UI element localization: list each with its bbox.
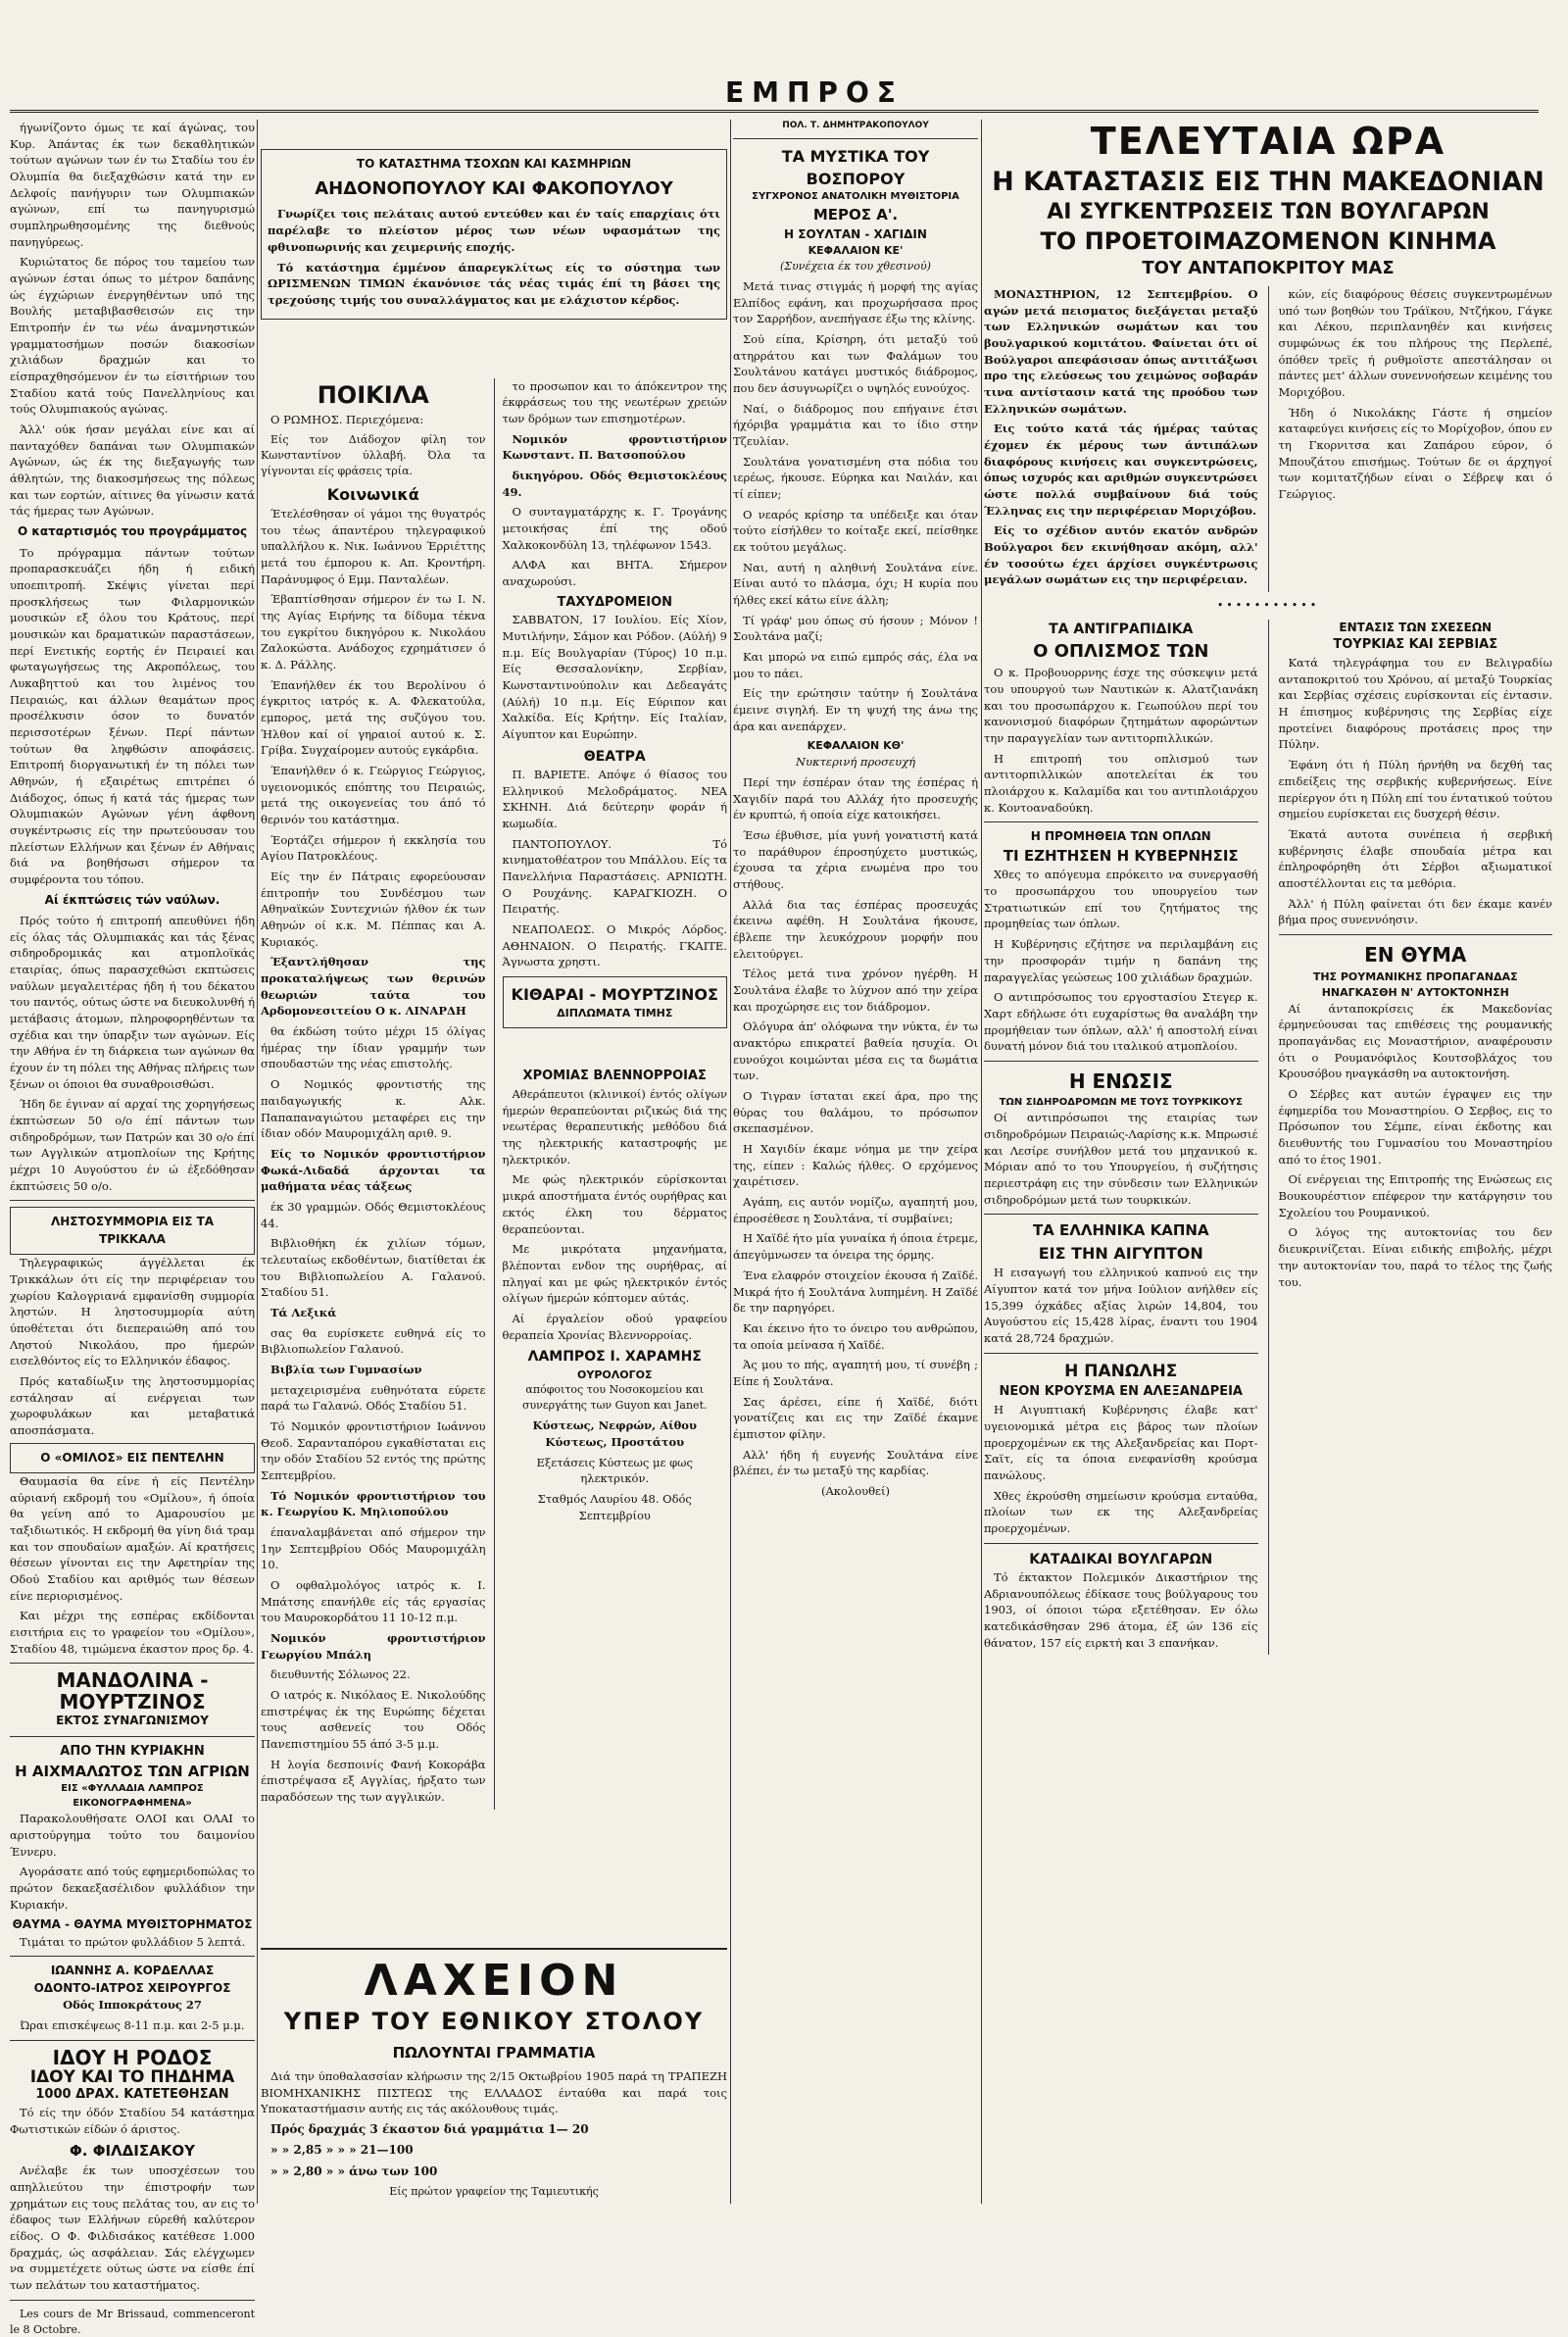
serial-text: Ναί, ο διάδρομος που επήγαινε έτσι ήχόριβα γραμμάτια και το ίδιο στην Τζευλίαν. xyxy=(733,401,978,448)
lead-article-left xyxy=(984,286,1258,592)
section-heading: ΤΑ ΑΝΤΙΓΡΑΠΙΔΙΚΑ xyxy=(1049,621,1194,637)
ad-heading: Η ΑΙΧΜΑΛΩΤΟΣ ΤΩΝ ΑΓΡΙΩΝ xyxy=(15,1762,250,1780)
news-columns xyxy=(984,620,1552,1655)
lead-article-right xyxy=(1268,286,1553,592)
spacer xyxy=(261,320,727,378)
ad-text: Γνωρίζει τοις πελάταις αυτού εντεύθεν και έν ταίς επαρχίαις ότι παρέλαβε το πλείστον μέρος των νέων υφασμάτων της φθινοπωρινής και χειμερινής εποχής. xyxy=(268,207,720,254)
article-text: Θαυμασία θα είνε ή είς Πεντέλην αύριανή εκδρομή του «Ομίλου», ή όποία θα γείνη από το Αμαρουσίου με ταξιδιωτικός. Η εκδρομή θα γίνη διά τραμ και τον σπουδαίων αμαξών. Αί κρατήσεις θέσεων γίνονται εις την Αφετηρίαν της Οδού Σταδίου και αριθμός των θέσεων είνε περιορισμένος. xyxy=(10,1474,255,1603)
ad-text: Σταθμός Λαυρίου 48. Οδός Σεπτεμβρίου xyxy=(537,1492,692,1522)
serial-text: Ο Τιγραν ίσταται εκεί άρα, προ της θύρας του θαλάμου, το πρόσωπον σκεπασμένον. xyxy=(733,1089,978,1136)
section-heading: ΕΝ ΘΥΜΑ xyxy=(1364,942,1467,967)
ad-text: Ανέλαβε έκ των υποσχέσεων του απηλλιεύτου την έπιστροφήν των χρημάτων εις τους πελάτας του, αν εις το έδαφος των Ελλήνων εύρεθή καλύτερον είδος. Ο Φ. Φιλδισάκος κατέθεσε 1.000 δραχμάς, ώς ασφάλειαν. Σάς ελέγχωμεν να συμμετέχετε ούτως ώστε να είσθε έπί των πελάτων του καταστήματος. xyxy=(10,2163,255,2292)
article-text: κών, είς διαφόρους θέσεις συγκεντρωμένων υπό των βοηθών του Τράϊκου, Ντζήκου, Γάγκε και Λέκου, περιπλανηθέν και κινήσεις συμφώνως έκ του πλήρους της Περλεπέ, όπόθεν τρεϊς ή ρυθμοϊστε απεστάλησαν οι πάντες μετ' άλλων συνεννοήσεων κειμένης του Μοριχόβου. xyxy=(1278,286,1552,399)
news-item-heading: Τά Λεξικά xyxy=(270,1305,337,1319)
separator xyxy=(10,1736,255,1737)
serial-text: Τέλος μετά τινα χρόνον ηγέρθη. Η Σουλτάνα έλαβε το λύχνον από την χείρα και προχώρησε εις τον διάδρομον. xyxy=(733,967,978,1014)
ad-headline: ΑΗΔΟΝΟΠΟΥΛΟΥ ΚΑΙ ΦΑΚΟΠΟΥΛΟΥ xyxy=(315,178,673,200)
ad-text: Κύστεως, Νεφρών, Αίθου Κύστεως, Προστάτου xyxy=(532,1418,697,1449)
separator xyxy=(10,2040,255,2041)
ad-headline: ΚΙΘΑΡΑΙ - ΜΟΥΡΤΖΙΝΟΣ xyxy=(511,985,718,1005)
serial-text: Η Χαϊδέ ήτο μία γυναίκα ή όποια έτρεμε, άπεγύμνωσεν τα όνειρα της όρμης. xyxy=(733,1231,978,1263)
serial-text: Ολόγυρα άπ' ολόφωνα την νύκτα, έν τω ανακτόρω επικρατεί βαθεία ησυχία. Οι ευνούχοι κοιμώνται μέσα εις τα δωμάτια των. xyxy=(733,1019,978,1083)
main-headline: ΤΕΛΕΥΤΑΙΑ ΩΡΑ xyxy=(1090,120,1446,163)
ad-heading: ΙΩΑΝΝΗΣ Α. ΚΟΡΔΕΛΛΑΣ xyxy=(50,1964,215,1978)
ornament-divider: ••••••••••• xyxy=(1216,598,1320,612)
section-heading: ΕΙΣ ΤΗΝ ΑΙΓΥΠΤΟΝ xyxy=(1038,1244,1203,1264)
headline-box: Ο «ΟΜΙΛΟΣ» ΕΙΣ ΠΕΝΤΕΛΗΝ xyxy=(10,1443,255,1473)
separator xyxy=(10,2300,255,2301)
price-row: » » 2,85 » » » 21—100 xyxy=(270,2143,414,2158)
ad-text: Τό είς την όδόν Σταδίου 54 κατάστημα Φωτιστικών είδών ό άριστος. xyxy=(10,2106,255,2136)
news-item: ΣΑΒΒΑΤΟΝ, 17 Ιουλίου. Είς Χίον, Μυτιλήνην, Σάμον και Ρόδον. (Αύλή) 9 π.μ. Είς Βουλγαρίαν (Τύρος) 10 π.μ. Είς Θεσσαλονίκην, Σερβίαν, Κωνσταντινούπολιν και Δεδεαγάτς (Αύλή) 10 π.μ. Είς Εύριπον και Χαλκίδα. Είς Κρήτην. Είς Ιταλίαν, Αίγυπτον και Ευρώπην. xyxy=(502,613,727,742)
serial-text: Είς την ερώτησιν ταύτην ή Σουλτάνα έμεινε σιγηλή. Εν τη ψυχή της άνω της άρα και ανεπάρχεν. xyxy=(733,686,978,733)
article-text: Έκατά αυτοτα συνέπεια ή σερβική κυβέρνησις έλαβε σπουδαία μέτρα και έπληροφόρηθη ότι Σέρβοι αξιωματικοί αποστέλλονται εις τα μεθόρια. xyxy=(1278,826,1552,890)
ad-address: Οδός Ιπποκράτους 27 xyxy=(63,1998,202,2013)
column-1 xyxy=(10,120,255,2336)
article-text: Το πρόγραμμα πάντων τούτων προπαρασκευάζει ήδη ή ειδική υποεπιτροπή. Σκέψις γίνεται περί προσκλήσεως των Φιλαρμονικών μουσικών εξ όλου του Κράτους, περί μουσικών και δραματικών παραστάσεων, περί Ενετικής εορτής έν Πειραιεί και φωταγωγήσεως της Ακροπόλεως, του Λυκαβηττού και του λιμένος του Πειραιώς, και άλλων θεαμάτων προς προσέλκυσιν όσον το δυνατόν περισσοτέρων ξένων. Περί πάντων τούτων θα ληφθώσιν αποφάσεις. Επιτροπή διοργανωτική έν τη πόλει των Αθηνών, ή εξαιρέτως επιτρέπει ό Διάδοχος, όπως ή κατά τάς ήμερας των Ολυμπιακών Αγώνων γένη άφθονη συγκέντρωσις είς την πρωτεύουσαν του πλείστων Ελλήνων και ξένων έν Αθήναις διά να βοηθήσωσι σήμερον τα συμφέροντα του τόπου. xyxy=(10,545,255,886)
chapter-heading: ΚΕΦΑΛΑΙΟΝ ΚΘ' xyxy=(807,739,905,753)
ad-text: Τό κατάστημα έμμένον άπαρεγκλίτως είς το σύστημα των ΩΡΙΣΜΕΝΩΝ ΤΙΜΩΝ έκανόνισε τάς νέας τιμάς έπί τη βάσει της τρεχούσης τιμής του συναλλάγματος και με ελάχιστον κέρδος. xyxy=(268,260,720,307)
section-heading: ΚΑΤΑΔΙΚΑΙ ΒΟΥΛΓΑΡΩΝ xyxy=(1029,1551,1213,1567)
serial-text: Σουλτάνα γονατισμένη στα πόδια του ιερέως, ήκουσε. Εύρηκα και Ναιλάν, και τί είπεν; xyxy=(733,454,978,501)
ad-headline: ΜΑΝΔΟΛΙΝΑ - ΜΟΥΡΤΖΙΝΟΣ xyxy=(56,1668,209,1715)
price-row: Πρός δραχμάς 3 έκαστον διά γραμμάτια 1— 20 xyxy=(270,2121,589,2136)
section-heading: Η ΠΡΟΜΗΘΕΙΑ ΤΩΝ ΟΠΛΩΝ xyxy=(1030,829,1211,844)
lottery-advertisement xyxy=(261,1948,727,2204)
news-item: δικηγόρου. Οδός Θεμιστοκλέους 49. xyxy=(502,468,727,499)
column-divider xyxy=(730,120,731,2204)
ad-text: Αγοράσατε από τούς εφημεριδοπώλας το πρώτον δεκαεξασέλιδον φυλλάδιον την Κυριακήν. xyxy=(10,1865,255,1912)
article-text: Είς το σχέδιον αυτόν εκατόν ανδρών Βούλγαροι δεν εκινήθησαν ακόμη, αλλ' έν τοσούτω έχει άρχίσει συγκέντρωσις μεγάλων σωμάτων εις την περιφέρειαν. xyxy=(984,523,1258,587)
section-heading: Αί έκπτώσεις τών ναύλων. xyxy=(44,892,220,907)
ad-subheading: ΟΥΡΟΛΟΓΟΣ xyxy=(577,1367,653,1381)
article-text: Και μέχρι της εσπέρας εκδίδονται εισιτήρια εις το γραφείον του «Ομίλου», Σταδίου 48, τιμώμενα έκαστον προς δρ. 4. xyxy=(10,1609,255,1656)
news-item: μεταχειρισμένα ευθηνότατα εύρετε παρά τω Γαλανώ. Οδός Σταδίου 51. xyxy=(261,1382,486,1414)
section-heading: ΤΟΥΡΚΙΑΣ ΚΑΙ ΣΕΡΒΙΑΣ xyxy=(1333,637,1498,653)
ad-text: Είς πρώτον γραφείον της Ταμιευτικής xyxy=(389,2185,599,2199)
serial-text: Αλλ' ήδη ή ευγενής Σουλτάνα είνε βλέπει, έν τω μεταξύ της καρδίας. xyxy=(733,1447,978,1478)
article-text: Ο λόγος της αυτοκτονίας του δεν διευκρινίζεται. Είναι ειδικής επιβολής, μέχρι την αυτοκτονίαν του, παρά το τέλος της ζωής του. xyxy=(1278,1225,1552,1289)
separator xyxy=(10,1956,255,1957)
ad-text: Με φώς ηλεκτρικόν εύρίσκονται μικρά αποστήματα έντός ουρήθρας και εκτός έλκη του δέρματος θεραπεύονται. xyxy=(502,1172,727,1236)
serial-title: ΤΑ ΜΥΣΤΙΚΑ ΤΟΥ ΒΟΣΠΟΡΟΥ xyxy=(781,147,930,189)
news-item-heading: Είς το Νομικόν φροντιστήριον Φωκά-Λιδαδά άρχονται τα μαθήματα νέας τάξεως xyxy=(261,1146,486,1194)
ad-text: Τιμάται το πρώτον φυλλάδιον 5 λεπτά. xyxy=(20,1934,246,1949)
serial-text: Τί γράφ' μου όπως σύ ήσουν ; Μόνον ! Σουλτάνα μαζί; xyxy=(733,613,978,644)
serial-text: Ο νεαρός κρίσηρ τα υπέδειξε και όταν τούτο είσήλθεν το κοίταξε εκεί, πείσθηκε εκ τούτου μεγάλως. xyxy=(733,507,978,555)
news-item: Ο συνταγματάρχης κ. Γ. Τρογάνης μετοικήσας έπί της οδού Χαλκοκονδύλη 13, τηλέφωνον 1543. xyxy=(502,505,727,552)
lead-article xyxy=(984,286,1552,592)
news-item: Έορτάζει σήμερον ή εκκλησία του Αγίου Πατροκλέους. xyxy=(261,832,486,864)
serial-text: Ένα ελαφρόν στοιχείον έκουσα ή Ζαϊδέ. Μικρά ήτο ή Σουλτάνα λυπημένη. Η Ζαϊδέ δε την παρηγόρει. xyxy=(733,1268,978,1316)
serial-text: Μετά τινας στιγμάς ή μορφή της αγίας Ελπίδος εφάνη, και προχωρήσασα προς τον Σαρρήδον, ανεπήγασε έξω της κλίνης. xyxy=(733,278,978,326)
masthead-rule xyxy=(10,110,1539,113)
ad-heading: Φ. ΦΙΛΔΙΣΑΚΟΥ xyxy=(70,2142,195,2161)
separator xyxy=(984,1061,1258,1062)
section-heading: ΠΟΙΚΙΛΑ xyxy=(317,380,429,409)
ad-headline: ΙΔΟΥ Η ΡΟΔΟΣ xyxy=(52,2045,213,2069)
newspaper-title: ΕΜΠΡΟΣ xyxy=(725,76,904,109)
news-item-heading: Έξαντλήθησαν της προκαταλήψεως των θερινών θεωριών ταύτα του Αρδομονεσιτείου Ο κ. ΛΙΝΑΡΔΗ xyxy=(261,955,486,1019)
separator xyxy=(984,1353,1258,1354)
article-text: Οί αντιπρόσωποι της εταιρίας των σιδηροδρόμων Πειραιώς-Λαρίσης κ.κ. Μπρωσιέ και Λεσίρε συνήλθον μετά του μηχανικού κ. Μόριαν από το του Υπουργείου, ή συζήτησις περιεστράφη εις την σύνδεσιν των Ελληνικών σιδηροδρόμων μετά των τουρκικών. xyxy=(984,1111,1258,1207)
news-item: ΑΛΦΑ και ΒΗΤΑ. Σήμερον αναχωρούσι. xyxy=(502,558,727,588)
byline: ΤΟΥ ΑΝΤΑΠΟΚΡΙΤΟΥ ΜΑΣ xyxy=(1142,258,1395,279)
news-item: διευθυντής Σόλωνος 22. xyxy=(270,1667,411,1682)
section-heading: ΤΙ ΕΖΗΤΗΣΕΝ Η ΚΥΒΕΡΝΗΣΙΣ xyxy=(1003,846,1239,865)
article-text: Οί ενέργειαι της Επιτροπής της Ενώσεως εις Βουκουρέστιον επέφερον την κατάργησιν του Σχολείου του Ρουμανικού. xyxy=(1278,1172,1552,1219)
separator xyxy=(984,821,1258,822)
column-divider xyxy=(981,120,982,2204)
serial-subtitle: ΣΥΓΧΡΟΝΟΣ ΑΝΑΤΟΛΙΚΗ ΜΥΘΙΣΤΟΡΙΑ xyxy=(752,191,959,203)
ad-heading: ΕΙΣ «ΦΥΛΛΑΔΙΑ ΛΑΜΠΡΟΣ ΕΙΚΟΝΟΓΡΑΦΗΜΕΝΑ» xyxy=(61,1783,204,1809)
article-text: Ήδη ό Νικολάκης Γάστε ή σημείον καταφεύγει κινήσεις είς το Μορίχοβον, όπου εν τη Γκορνιτσα και Ζαπάρου εύρον, ό Μπουζάτου επισήμως. Τούτων δε οι άρχηγοί των κομιτατζήδων είναι ο Σέβρεψ και ό Γεώργιος. xyxy=(1278,405,1552,501)
article-text: Πρός τούτο ή επιτροπή απευθύνει ήδη είς όλας τάς Ολυμπιακάς και τάς ξένας σιδηροδρομικάς και ατμοπλοϊκάς εταιρίας, όπως παρασχεθώσι εκπτώσεις ναύλων μεγαλειτέρας ήδη ή του δέκατου του παντός, ούτως ώστε να διευκολυνθή ή μετάβασις άτομων, πληροφορηθέντων τα σχέδια και την ύπαρξιν των αγώνων. Είς την Αθήνα έν τη διάρκεια των αγώνων θα έχουν έν τη πόλει της Αθήνας πλήρεις των ξένων οι όποιοι θα συναθροισθώσι. xyxy=(10,914,255,1091)
serial-note: (Συνέχεια έκ του χθεσινού) xyxy=(780,260,931,273)
article-text: Κατά τηλεγράφημα του εν Βελιγραδίω ανταποκριτού του Χρόνου, αί μεταξύ Τουρκίας και Σερβίας σχέσεις ευρίσκονται είς έντασιν. Η έπισημος κυβέρνησις της Σερβίας είχε προτείνει διαφόρους προτάσεις προς την Πύλην. xyxy=(1278,656,1552,752)
ad-heading: ΛΑΜΠΡΟΣ Ι. ΧΑΡΑΜΗΣ xyxy=(527,1349,702,1366)
ad-headline: ΥΠΕΡ ΤΟΥ ΕΘΝΙΚΟΥ ΣΤΟΛΟΥ xyxy=(283,2008,705,2036)
ad-text: Παρακολουθήσατε ΟΛΟΙ και ΟΛΑΙ το αριστούργημα τούτο του δαιμονίου Έννερυ. xyxy=(10,1812,255,1859)
serial-text: Αγάπη, εις αυτόν νομίζω, αγαπητή μου, έπροσέθεσε η Σουλτάνα, τί συμβαίνει; xyxy=(733,1195,978,1225)
section-heading: ΗΝΑΓΚΑΣΘΗ Ν' ΑΥΤΟΚΤΟΝΗΣΗ xyxy=(1321,985,1509,999)
serial-text: Ναι, αυτή η αληθινή Σουλτάνα είνε. Είναι αυτό το πλάσμα, όχι; Η κυρία που ήλθες εκεί κάτω είνε άλλη; xyxy=(733,560,978,608)
ad-text: Εξετάσεις Κύστεως με φως ηλεκτρικόν. xyxy=(536,1455,693,1486)
article-text: Πρός καταδίωξιν της ληστοσυμμορίας εστάλησαν αί ενέργειαι των χωροφυλάκων και μεταβατικά αποσπάσματα. xyxy=(10,1373,255,1437)
news-item-heading: Νομικόν φροντιστήριον Κωνσταντ. Π. Βατσοπούλου xyxy=(502,431,727,463)
news-item: έκ 30 γραμμών. Οδός Θεμιστοκλέους 44. xyxy=(261,1199,486,1230)
news-column-left xyxy=(984,620,1258,1655)
article-text: Ο Σέρβες κατ αυτών έγραψεν εις την έφημερίδα του Μοναστηρίου. Ο Σερβος, εις το Πρόσωπον του Σέμπε, είναι έκδοτης και διευθυντής του Γυμνασίου του Μοναστηρίου από το έτος 1901. xyxy=(1278,1087,1552,1167)
column-2 xyxy=(261,120,727,2204)
ad-subheadline: ΔΙΠΛΩΜΑΤΑ ΤΙΜΗΣ xyxy=(557,1007,673,1020)
serial-author: ΠΟΛ. Τ. ΔΗΜΗΤΡΑΚΟΠΟΥΛΟΥ xyxy=(782,121,929,130)
news-item: θα έκδώση τούτο μέχρι 15 όλίγας ήμέρας την ίδιαν γραμμήν των σπουδαστών της νέας επιστολής. xyxy=(261,1024,486,1071)
news-item: Ο οφθαλμολόγος ιατρός κ. Ι. Μπάτσης επανήλθε είς τάς εργασίας του Μαυροκορδάτου 11 10-12 π.μ. xyxy=(261,1577,486,1625)
article-text: Άλλ' ή Πύλη φαίνεται ότι δεν έκαμε κανέν βήμα προς συνεννόησιν. xyxy=(1278,896,1552,927)
ad-box xyxy=(503,976,728,1028)
masthead xyxy=(0,0,1568,118)
shop-advertisement xyxy=(261,149,727,320)
article-text: Κυριώτατος δε πόρος του ταμείου των αγώνων έσται όπως το μέτρον δαπάνης ώς έγχώριων ένεργηθέντων υπό της Βουλής μεταβιβασθεισών εις την Επιτροπήν έν τω νέω άναμνηστικών γραμματοσήμων ποσών διακοσίων χιλιάδων δραχμών και το είσπραχθησόμενον έν τω είσιτήριων του Σταδίου κατά τούς Πανελληνίους και τούς Ολυμπιακούς αγώνας. xyxy=(10,255,255,417)
article-text: Εις τούτο κατά τάς ήμέρας ταύτας έχομεν έκ μέρους των άντιπάλων διαφόρους κινήσεις και συγκεντρώσεις, όπως ισχυρός και αριθμών συγκεντρώσει ώστε πολλά συμβαίνουν διά τούς Έλληνας εις την περιφέρειαν Μοριχόβου. xyxy=(984,422,1258,518)
article-text: Είς τον Διάδοχον φίλη τον Κωνσταντίνον ύλλαβή. Όλα τα γίγνονται είς φράσεις τρία. xyxy=(261,432,486,477)
sub-headline: ΑΙ ΣΥΓΚΕΝΤΡΩΣΕΙΣ ΤΩΝ ΒΟΥΛΓΑΡΩΝ xyxy=(1047,199,1490,224)
news-item: Έπανήλθεν έκ του Βερολίνου ό έγκριτος ιατρός κ. Α. Φλεκατούλα, εμπορος, μετά της συζύγου του. Ήλθον καί οί γηραιοί αυτού κ. Σ. Γρίβα. Συγχαίρομεν αυτούς εγκάρδια. xyxy=(261,677,486,758)
serial-text: Περί την έσπέραν όταν της έσπέρας ή Χαγιδίν παρά του Αλλάχ ήτο προσευχής έν κρυπτώ, ή οποία είχε κατοικήσει. xyxy=(733,775,978,822)
serial-text: Σας άρέσει, είπε ή Χαϊδέ, διότι γονατίζεις και εις την Ζαϊδέ έκαμνε έμπιστον φίλην. xyxy=(733,1394,978,1441)
ad-heading: ΟΔΟΝΤΟ-ΙΑΤΡΟΣ ΧΕΙΡΟΥΡΓΟΣ xyxy=(33,1980,231,1995)
section-heading: Η ΕΝΩΣΙΣ xyxy=(1068,1069,1173,1093)
ad-heading: ΘΑΥΜΑ - ΘΑΥΜΑ ΜΥΘΙΣΤΟΡΗΜΑΤΟΣ xyxy=(12,1917,253,1932)
section-heading: ΤΑ ΕΛΛΗΝΙΚΑ ΚΑΠΝΑ xyxy=(1032,1221,1209,1240)
news-item: ΝΕΑΠΟΛΕΩΣ. Ο Μικρός Λόρδος. ΑΘΗΝΑΙΟΝ. Ο Πειρατής. ΓΚΑΙΤΕ. Άγνωστα χρηστι. xyxy=(502,922,727,970)
section-heading: Ο ΟΠΛΙΣΜΟΣ ΤΩΝ xyxy=(1033,641,1209,663)
serial-text: Και έκεινο ήτο το όνειρο του ανθρώπου, τα οποία μείνασα ή Χαϊδέ. xyxy=(733,1320,978,1352)
section-heading: Ο καταρτισμός του προγράμματος xyxy=(17,524,248,539)
news-column-right xyxy=(1268,620,1553,1655)
news-item: Βιβλιοθήκη έκ χιλίων τόμων, τελευταίως εκδοθέντων, διατίθεται έκ του Βιβλιοπωλείου Α. Γαλανού. Σταδίου 51. xyxy=(261,1236,486,1300)
ad-text: Αί έργαλείον οδού γραφείου θεραπεία Χρονίας Βλεννορροίας. xyxy=(502,1311,727,1342)
section-heading: ΤΑΧΥΔΡΟΜΕΙΟΝ xyxy=(557,594,673,610)
chapter-subtitle: Νυκτερινή προσευχή xyxy=(795,755,916,770)
ad-heading: 1000 ΔΡΑΧ. ΚΑΤΕΤΕΘΗΣΑΝ xyxy=(35,2087,229,2103)
news-item: Έβαπτίσθησαν σήμερον έν τω Ι. Ν. της Αγίας Ειρήνης τα δίδυμα τέκνα του εγκρίτου δικηγόρου κ. Νικολάου Ζαλοκώστα. Ανάδοχος εχρημάτισεν ό κ. Δ. Ράλλης. xyxy=(261,592,486,672)
serial-text: Και μπορώ να ειπώ εμπρός σάς, έλα να μου το πάει. xyxy=(733,650,978,680)
column-3 xyxy=(733,120,978,2204)
news-item: Π. ΒΑΡΙΕΤΕ. Απόψε ό θίασος του Ελληνικού Μελοδράματος. ΝΕΑ ΣΚΗΝΗ. Διά δεύτερην φοράν ή κωμωδία. xyxy=(502,768,727,831)
news-item: Η λογία δεσποινίς Φανή Κοκοράβα έπιστρέψασα εξ Αγγλίας, ήρξατο των παραδόσεων της των αγγλικών. xyxy=(261,1757,486,1805)
article-text: Η εισαγωγή του ελληνικού καπνού εις την Αίγυπτον κατά τον μήνα Ιούλιον ανήλθεν είς 15,399 όχκάδες αξίας λιρών 14,804, του Αυγούστου είς 15,428 λίρας, έναντι του 1904 κατά 28,724 δραχμών. xyxy=(984,1266,1258,1346)
ad-heading: ΤΟ ΚΑΤΑΣΤΗΜΑ ΤΣΟΧΩΝ ΚΑΙ ΚΑΣΜΗΡΙΩΝ xyxy=(356,157,632,171)
article-text: Η Αιγυπτιακή Κυβέρνησις έλαβε κατ' υγειονομικά μέτρα εις βάρος των πλοίων προερχομένων εκ της Αλεξανδρείας και Πορτ-Σαϊτ, είς τα όποια ενεφανίσθη κρούσμα πανώλους. xyxy=(984,1403,1258,1482)
separator xyxy=(10,1663,255,1664)
separator xyxy=(984,1543,1258,1544)
article-text: Χθες έκρούσθη σημείωσιν κρούσμα ενταύθα, πλοίων των εκ της Αλεξανδρείας προερχομένων. xyxy=(984,1488,1258,1535)
news-item-heading: Τό Νομικόν φροντιστήριον του κ. Γεωργίου Κ. Μηλιοπούλου xyxy=(261,1488,486,1519)
news-item: Είς την έν Πάτραις εφορεύουσαν έπιτροπήν του Συνδέσμου των Αθηναϊκών Συντεχνιών ήλθον έκ των Αθηνών οί κ.κ. Μ. Πέππας και Α. Κυριακός. xyxy=(261,870,486,949)
serial-text: Άς μου το πής, αγαπητή μου, τί συνέβη ; Είπε ή Σουλτάνα. xyxy=(733,1358,978,1388)
ad-text: Διά την ύποθαλασσίαν κλήρωσιν της 2/15 Οκτωβρίου 1905 παρά τη ΤΡΑΠΕΖΗ ΒΙΟΜΗΧΑΝΙΚΗΣ ΠΙΣΤΕΩΣ της ΕΛΛΑΔΟΣ ένταύθα και παρά τοις Υποκαταστήμασιν αυτής εις τάς ακόλουθους τιμάς. xyxy=(261,2068,727,2116)
article-text: Χθες το απόγευμα επρόκειτο να συνεργασθή το προσωπάρχου του υπουργείου των Στρατιωτικών επί του ζητήματος της προμηθείας των όπλων. xyxy=(984,868,1258,931)
sub-headline: ΤΟ ΠΡΟΕΤΟΙΜΑΖΟΜΕΝΟΝ ΚΙΝΗΜΑ xyxy=(1040,227,1496,256)
ad-headline: ΛΑΧΕΙΟΝ xyxy=(364,1955,624,2006)
article-text: Άλλ' ούκ ήσαν μεγάλαι είνε και αί πανταχόθεν δαπάναι των Ολυμπιακών Αγώνων, ώς έκ της διεξαγωγής των άθλητών, της διακοσμήσεως της πόλεως και των εορτών, αίτινες θα γίνωσιν κατά τάς ήμερας των Αγώνων. xyxy=(10,423,255,519)
article-text: Ήδη δε έγιναν αί αρχαί της χορηγήσεως έκπτώσεων 50 ο/ο έπί πάντων των σιδηροδρόμων, των Πατρών και 30 ο/ο έπί των Αγγλικών ατμοπλοίων της Κρήτης μέχρι 10 Αυγούστου έν ώ έξεδόθησαν έκπτώσεις 50 ο/ο. xyxy=(10,1097,255,1193)
news-item-heading: Βιβλία των Γυμνασίων xyxy=(270,1362,422,1376)
ad-heading: ΠΩΛΟΥΝΤΑΙ ΓΡΑΜΜΑΤΙΑ xyxy=(392,2044,596,2063)
news-item: έπαναλαμβάνεται από σήμερον την 1ην Σεπτεμβρίου Οδός Μαυρομιχάλη 10. xyxy=(261,1524,486,1572)
section-heading: ΤΩΝ ΣΙΔΗΡΟΔΡΟΜΩΝ ΜΕ ΤΟΥΣ ΤΟΥΡΚΙΚΟΥΣ xyxy=(999,1096,1243,1108)
ad-hours: Ώραι επισκέψεως 8-11 π.μ. και 2-5 μ.μ. xyxy=(20,2017,245,2032)
separator xyxy=(733,138,978,139)
article-text: ΜΟΝΑΣΤΗΡΙΟΝ, 12 Σεπτεμβρίου. Ο αγών μετά πεισματος διεξάγεται μεταξύ των Ελληνικών σωμάτων και του βουλγαρικού κομιτάτου. Φαίνεται ότι οί Βούλγαροι απεφάσισαν όπως αντιτάξωσι προ της ελεύσεως του χειμώνος σοβαράν τινα αντίστασιν κατά της προόδου των Ελληνικών σωμάτων. xyxy=(984,286,1258,416)
serial-part: ΜΕΡΟΣ Α'. xyxy=(812,205,899,224)
article-text: Ο αντιπρόσωπος του εργοστασίου Στεγερ κ. Χαρτ εδήλωσε ότι ευχαρίστως θα αναλάβη την προμήθειαν των όπλων, αλλ' ή αποστολή είναι δυνατή μόνον διά του ιταλικού ατμοπλοίου. xyxy=(984,990,1258,1054)
section-heading: ΕΝΤΑΣΙΣ ΤΩΝ ΣΧΕΣΕΩΝ xyxy=(1339,620,1493,634)
section-heading: ΝΕΟΝ ΚΡΟΥΣΜΑ ΕΝ ΑΛΕΞΑΝΔΡΕΙΑ xyxy=(999,1384,1243,1400)
article-text: Η επιτροπή του οπλισμού των αντιτορπιλλικών αποτελείται έκ του πλοιάρχου κ. Καλαμίδα και του αντιπλοιάρχου κ. Κοντοαναδούκη. xyxy=(984,751,1258,815)
ad-text: Αθεράπευτοι (κλινικοί) έντός ολίγων ήμερών θεραπεύονται ριζικώς διά της νεωτέρας θεραπευτικής μεθόδου διά της ηλεκτρικής καταστροφής με ηλεκτρικόν. xyxy=(502,1087,727,1167)
news-item: Έτελέσθησαν οί γάμοι της θυγατρός του τέως άπαντέρου τηλεγραφικού υπαλλήλου κ. Νικ. Ιωάννου Έρριέττης μετά του έμπορου κ. Απ. Κροντήρη. Παράνυμφος ό Εμμ. Πανταλέων. xyxy=(261,506,486,586)
column-4 xyxy=(984,120,1552,2204)
article-text: Η Κυβέρνησις εζήτησε να περιλαμβάνη εις την προσφοράν τιμήν η δαπάνη της παραγγελίας γεώσεως 100 χιλιάδων δραχμών. xyxy=(984,937,1258,984)
headline-box: ΛΗΣΤΟΣΥΜΜΟΡΙΑ ΕΙΣ ΤΑ ΤΡΙΚΚΑΛΑ xyxy=(10,1207,255,1255)
news-item: σας θα ευρίσκετε ευθηνά είς το Βιβλιοπωλείον Γαλανού. xyxy=(261,1325,486,1357)
section-heading: ΤΗΣ ΡΟΥΜΑΝΙΚΗΣ ΠΡΟΠΑΓΑΝΔΑΣ xyxy=(1312,970,1518,983)
article-text: Τηλεγραφικώς άγγέλλεται έκ Τρικκάλων ότι είς την περιφέρειαν του χωρίου Καλογριανά εμφανίσθη συμμορία ληστών. Η ληστοσυμμορία αύτη ύποθέτεται ότι διεπεραιώθη από του Ληστού Νικολάου, προ ήμερών εισελθόντος είς το Ελληνικόν έδαφος. xyxy=(10,1256,255,1368)
main-headline: Η ΚΑΤΑΣΤΑΣΙΣ ΕΙΣ ΤΗΝ ΜΑΚΕΔΟΝΙΑΝ xyxy=(992,166,1544,197)
column-divider xyxy=(257,120,258,2204)
separator xyxy=(1279,934,1553,935)
separator xyxy=(10,1200,255,1201)
miscellany-left xyxy=(261,378,486,1810)
article-text: Αί άνταποκρίσεις έκ Μακεδονίας έρμηνεύουσαι τας επιθέσεις της ρουμανικής προπαγάνδας εις Μοναστήριον, αναφέρουσιν ότι ο Ρουμανόφιλος Κουτσοβλάχος του Κρουσόβου ηναγκάσθη να αυτοκτονήση. xyxy=(1278,1001,1552,1081)
news-item: το προσωπον και το άπόκεντρον της έκφράσεως του της νεωτέρων χρειών των δρόμων των επισημοτέρων. xyxy=(502,378,727,425)
section-heading: ΘΕΑΤΡΑ xyxy=(583,748,646,765)
serial-continuation: (Ακολουθεί) xyxy=(821,1483,890,1498)
price-row: » » 2,80 » » άνω των 100 xyxy=(270,2163,438,2178)
section-heading: Η ΠΑΝΩΛΗΣ xyxy=(1064,1361,1178,1381)
news-item: Ο ιατρός κ. Νικόλαος Ε. Νικολούδης επιστρέψας έκ της Ευρώπης δέχεται τους ασθενείς του Οδός Πανεπιστημίου 55 άπό 3-5 μ.μ. xyxy=(261,1688,486,1752)
news-item: Ο Νομικός φροντιστής της παιδαγωγικής κ. Αλκ. Παπαπαναγιώτου μεταφέρει εις την ίδιαν οδόν Μαυρομιχάλη αριθ. 9. xyxy=(261,1077,486,1141)
miscellany-section xyxy=(261,378,727,1810)
news-item-heading: Νομικόν φροντιστήριον Γεωργίου Μπάλη xyxy=(261,1630,486,1662)
miscellany-right xyxy=(494,378,728,1810)
spacer xyxy=(503,1028,728,1068)
article-text: Τό έκτακτον Πολεμικόν Δικαστήριον της Αδριανουπόλεως έδίκασε τους βούλγαρους του 1903, οί όποιοι τώρα εξετέθησαν. Εν όλω κατεδικάσθησαν 296 άτομα, έξ ών 136 είς θάνατον, 157 είς ειρκτή και 3 επανήκαν. xyxy=(984,1569,1258,1650)
ad-heading: ΑΠΟ ΤΗΝ ΚΥΡΙΑΚΗΝ xyxy=(60,1743,205,1759)
news-item: Τό Νομικόν φροντιστήριον Ιωάννου Θεοδ. Σαρανταπόρου εγκαθίσταται εις την οδόν Σταδίου 52 εντός της πρώτης Σεπτεμβρίου. xyxy=(261,1418,486,1482)
section-heading: Κοινωνικά xyxy=(326,484,419,504)
ad-text: απόφοιτος του Νοσοκομείου και συνεργάτης των Guyon και Janet. xyxy=(521,1383,708,1413)
article-text: ήγωνίζοντο όμως τε καί άγώνας, του Κυρ. Άπάντας έκ των δεκαθλητικών τούτων αγώνων των έν τω Σταδίω του έν Ολυμπία θα διεξαχθώσιν κατά την εν Δελφοίς πανήγυριν των Ολυμπιακών αγώνων, επί τω πανηγυρισμώ συμπληρωθησομένης της διεθνούς πανηγύρεως. xyxy=(10,121,255,249)
article-text: Έφάνη ότι ή Πύλη ήρνήθη να δεχθή τας επιδείξεις της σερβικής κυβερνήσεως. Είνε περίεργον ότι η Πύλη επί του έντατικού τούτου σημείου ευρίσκεται εις δυσχερή θέσιν. xyxy=(1278,758,1552,821)
serial-text: Σού είπα, Κρίσηρη, ότι μεταξύ τού ατηρράτου και των Φαλάμων του Σουλτάνου κατάγει μυστικός διάδρομος, που δεν άσυγνωρίζει ο υψηλός ευνούχος. xyxy=(733,331,978,395)
serial-text: Αλλά δια τας έσπέρας προσευχάς έκεινω αφέθη. Η Σουλτάνα ήκουσε, έβλεπε την λευκόχρουν μορφήν που ελειτούργει. xyxy=(733,897,978,961)
news-item: Έπανήλθεν ό κ. Γεώργιος Γεώργιος, υγειονομικός επόπτης του Πειραιώς, μετά της οικογενείας του άπό τό θερινόν του κατάστημα. xyxy=(261,764,486,827)
serial-text: Έσω έβυθισε, μία γυνή γονατιστή κατά το παράθυρον έπροσηύχετο μυστικώς, έχουσα τα χέρια ενωμένα προ του στήθους. xyxy=(733,828,978,892)
ad-headline: ΙΔΟΥ ΚΑΙ ΤΟ ΠΗΔΗΜΑ xyxy=(29,2066,235,2087)
news-item: ΠΑΝΤΟΠΟΥΛΟΥ. Τό κινηματοθέατρον του Μπάλλου. Είς τα Πανελλήνια Παραστάσεις. ΑΡΝΙΩΤΗ. Ο Ρουχάνης. ΚΑΡΑΓΚΙΟΖΗ. Ο Πειρατής. xyxy=(502,836,727,917)
serial-section: Η ΣΟΥΛΤΑΝ - ΧΑΓΙΔΙΝ xyxy=(784,226,927,241)
article-text: Ο κ. Προβουορρνης έσχε της σύσκεψιν μετά του υπουργού των Ναυτικών κ. Αλατζιανάκη και του προσωπάρχου κ. Γεωπούλου περί του κανονισμού διαφόρων ζητημάτων αφορώντων την παραγγελίαν των αντιτορπιλλικών. xyxy=(984,666,1258,745)
ad-text: Με μικρότατα μηχανήματα, βλέπονται ενδον της ουρήθρας, αί πληγαί και με φώς ηλεκτρικόν έντός ολίγων ήμερών κόπτομεν αύτάς. xyxy=(502,1242,727,1306)
ad-heading: ΧΡΟΜΙΑΣ ΒΛΕΝΝΟΡΡΟΙΑΣ xyxy=(522,1069,707,1084)
chapter-heading: ΚΕΦΑΛΑΙΟΝ ΚΕ' xyxy=(808,244,904,258)
separator xyxy=(984,1214,1258,1215)
ad-subheadline: ΕΚΤΟΣ ΣΥΝΑΓΩΝΙΣΜΟΥ xyxy=(56,1714,209,1728)
notice-text: Les cours de Mr Brissaud, commenceront le 8 Octobre. xyxy=(10,2307,255,2336)
serial-text: Η Χαγιδίν έκαμε νόημα με την χείρα της, είπεν : Καλώς ήλθες. Ο ερχόμενος χαιρέτισεν. xyxy=(733,1142,978,1189)
article-text: Ο ΡΩΜΗΟΣ. Περιεχόμενα: xyxy=(270,413,424,427)
